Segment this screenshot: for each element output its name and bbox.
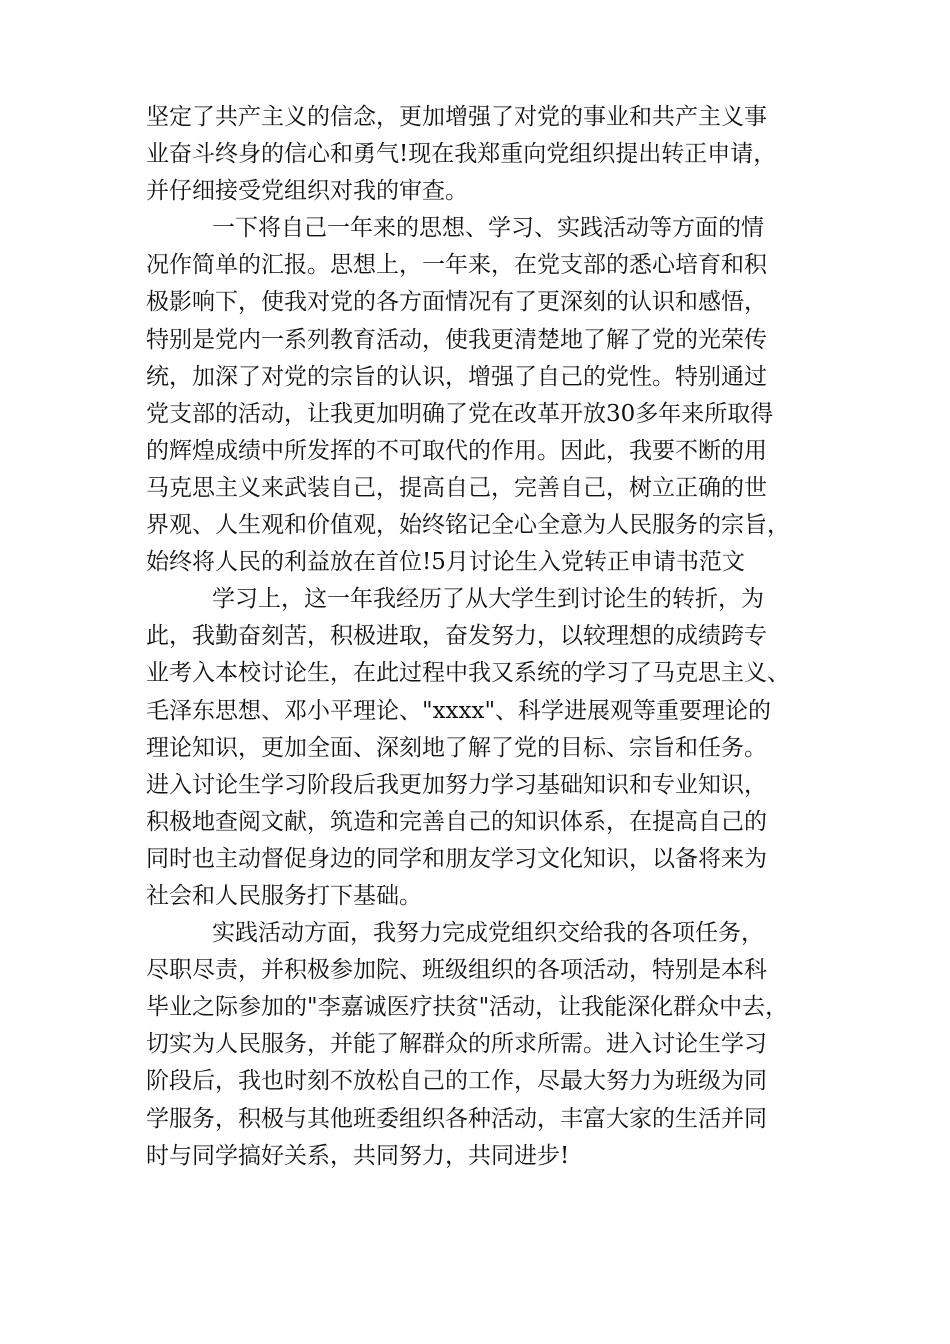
paragraph-line: 毕业之际参加的"李嘉诚医疗扶贫"活动，让我能深化群众中去， bbox=[146, 994, 789, 1021]
paragraph-line: 坚定了共产主义的信念，更加增强了对党的事业和共产主义事 bbox=[146, 104, 767, 130]
paragraph-line: 社会和人民服务打下基础。 bbox=[146, 882, 422, 909]
paragraph-line: 同时也主动督促身边的同学和朋友学习文化知识，以备将来为 bbox=[146, 845, 767, 872]
paragraph-line: 切实为人民服务，并能了解群众的所求所需。进入讨论生学习 bbox=[146, 1031, 767, 1058]
paragraph-4 bbox=[146, 915, 806, 1175]
paragraph-line: 时与同学搞好关系，共同努力，共同进步! bbox=[146, 1142, 570, 1169]
paragraph-line: 业考入本校讨论生，在此过程中我又系统的学习了马克思主义、 bbox=[146, 660, 790, 687]
paragraph-line: 业奋斗终身的信心和勇气!现在我郑重向党组织提出转正申请， bbox=[146, 141, 777, 168]
paragraph-line: 毛泽东思想、邓小平理论、"xxxx"、科学进展观等重要理论的 bbox=[146, 697, 772, 724]
paragraph-line: 此，我勤奋刻苦，积极进取，奋发努力，以较理想的成绩跨专 bbox=[146, 623, 767, 650]
paragraph-line: 统，加深了对党的宗旨的认识，增强了自己的党性。特别通过 bbox=[146, 363, 767, 390]
paragraph-line: 实践活动方面，我努力完成党组织交给我的各项任务， bbox=[212, 920, 764, 947]
paragraph-line: 并仔细接受党组织对我的审查。 bbox=[146, 178, 468, 205]
paragraph-line: 理论知识，更加全面、深刻地了解了党的目标、宗旨和任务。 bbox=[146, 734, 767, 761]
paragraph-line: 党支部的活动，让我更加明确了党在改革开放30多年来所取得 bbox=[146, 400, 774, 427]
paragraph-line: 阶段后，我也时刻不放松自己的工作，尽最大努力为班级为同 bbox=[146, 1068, 767, 1095]
document-body bbox=[146, 99, 806, 1175]
paragraph-line: 马克思主义来武装自己，提高自己，完善自己，树立正确的世 bbox=[146, 474, 767, 501]
paragraph-line: 的辉煌成绩中所发挥的不可取代的作用。因此，我要不断的用 bbox=[146, 437, 767, 464]
paragraph-line: 界观、人生观和价值观，始终铭记全心全意为人民服务的宗旨， bbox=[146, 512, 790, 539]
paragraph-line: 特别是党内一系列教育活动，使我更清楚地了解了党的光荣传 bbox=[146, 326, 767, 353]
paragraph-line: 始终将人民的利益放在首位!5月讨论生入党转正申请书范文 bbox=[146, 549, 745, 576]
paragraph-line: 进入讨论生学习阶段后我更加努力学习基础知识和专业知识， bbox=[146, 771, 767, 798]
paragraph-line: 况作简单的汇报。思想上，一年来，在党支部的悉心培育和积 bbox=[146, 252, 767, 279]
paragraph-line: 一下将自己一年来的思想、学习、实践活动等方面的情 bbox=[212, 215, 764, 242]
paragraph-line: 学服务，积极与其他班委组织各种活动，丰富大家的生活并同 bbox=[146, 1105, 767, 1132]
paragraph-2 bbox=[146, 210, 806, 581]
paragraph-3 bbox=[146, 581, 806, 915]
paragraph-line: 积极地查阅文献，筑造和完善自己的知识体系，在提高自己的 bbox=[146, 808, 767, 835]
paragraph-1 bbox=[146, 99, 806, 210]
paragraph-line: 学习上，这一年我经历了从大学生到讨论生的转折，为 bbox=[212, 586, 764, 613]
paragraph-line: 极影响下，使我对党的各方面情况有了更深刻的认识和感悟， bbox=[146, 289, 767, 316]
paragraph-line: 尽职尽责，并积极参加院、班级组织的各项活动，特别是本科 bbox=[146, 957, 767, 984]
